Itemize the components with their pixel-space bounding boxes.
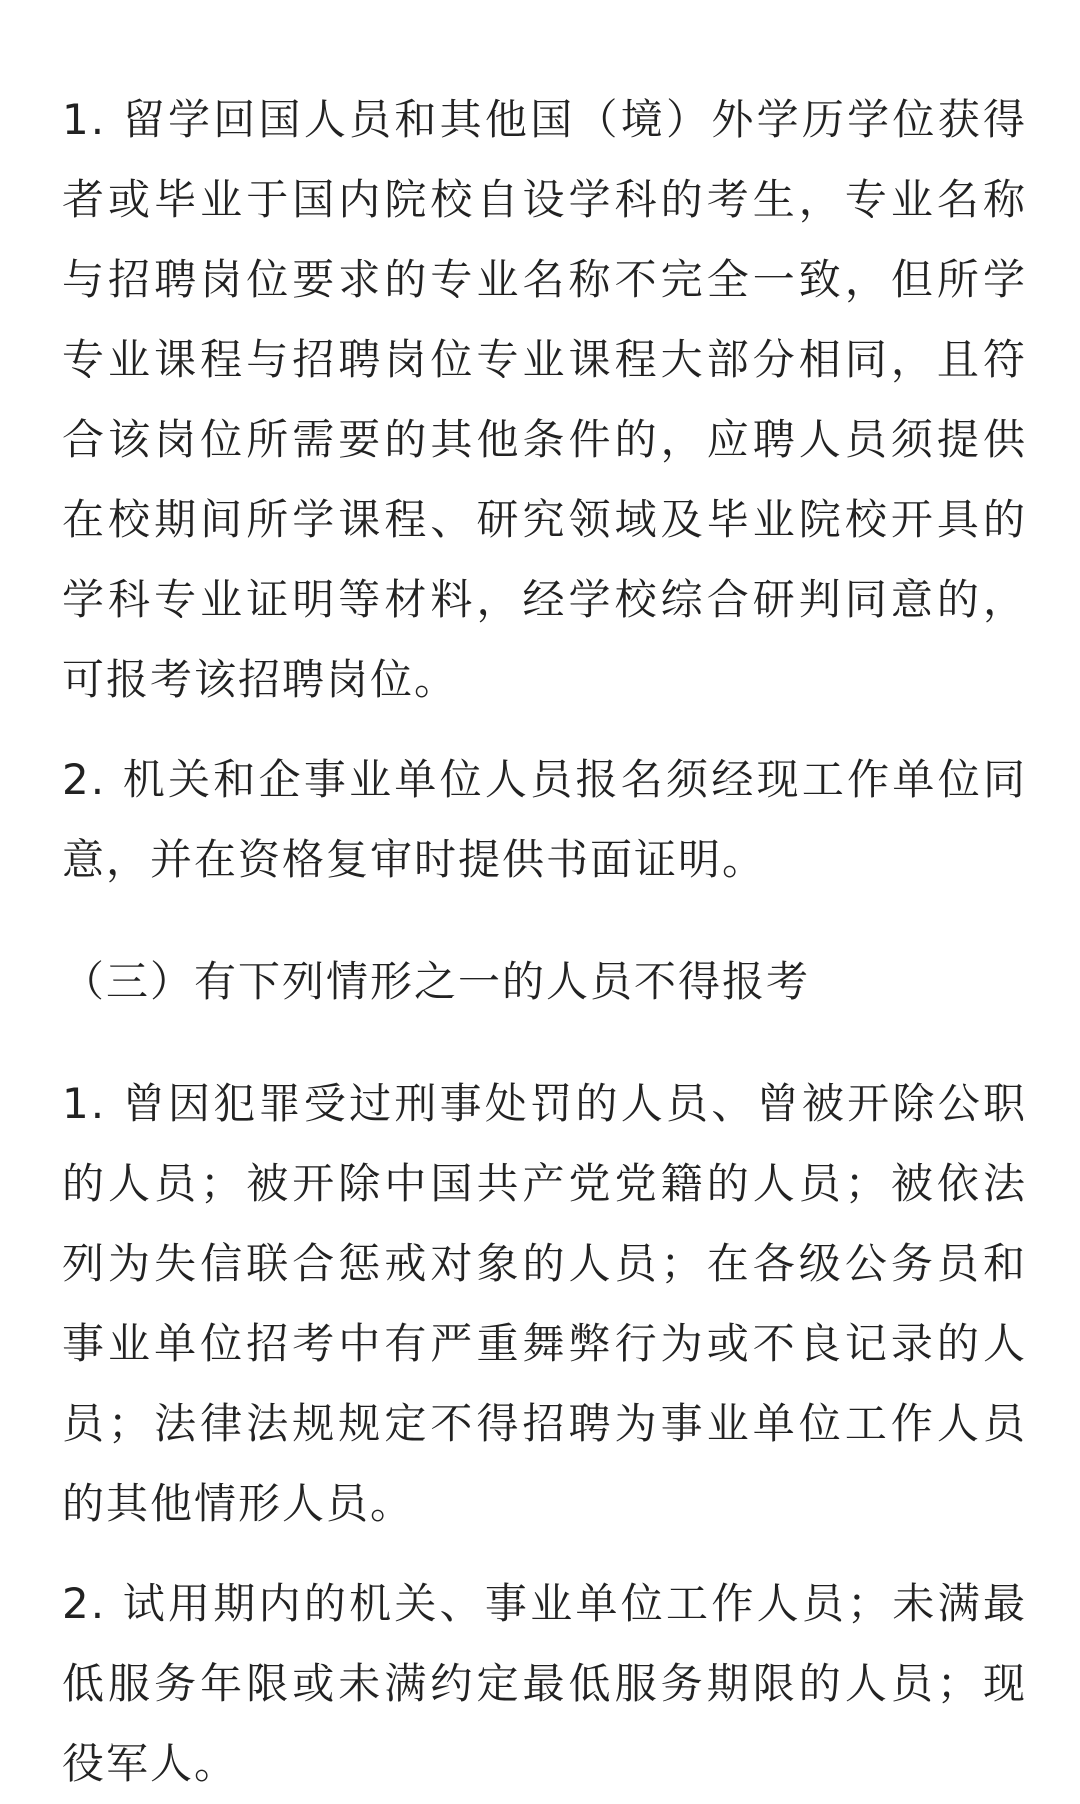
paragraph-ineligible-probation: 2. 试用期内的机关、事业单位工作人员；未满最低服务年限或未满约定最低服务期限的人员；现役军人。 [62, 1579, 1027, 1788]
paragraph-employer-consent: 2. 机关和企事业单位人员报名须经现工作单位同意，并在资格复审时提供书面证明。 [62, 755, 1027, 884]
paragraph-ineligible-records: 1. 曾因犯罪受过刑事处罚的人员、曾被开除公职的人员；被开除中国共产党党籍的人员；被依法列为失信联合惩戒对象的人员；在各级公务员和事业单位招考中有严重舞弊行为或不良记录的人员；法律法规规定不得招聘为事业单位工作人员的其他情形人员。 [62, 1079, 1027, 1528]
section-heading-ineligible: （三）有下列情形之一的人员不得报考 [62, 957, 811, 1006]
article-body [62, 80, 1027, 1804]
paragraph-overseas-graduates: 1. 留学回国人员和其他国（境）外学历学位获得者或毕业于国内院校自设学科的考生，专业名称与招聘岗位要求的专业名称不完全一致，但所学专业课程与招聘岗位专业课程大部分相同，且符合该岗位所需要的其他条件的，应聘人员须提供在校期间所学课程、研究领域及毕业院校开具的学科专业证明等材料，经学校综合研判同意的，可报考该招聘岗位。 [62, 95, 1027, 704]
